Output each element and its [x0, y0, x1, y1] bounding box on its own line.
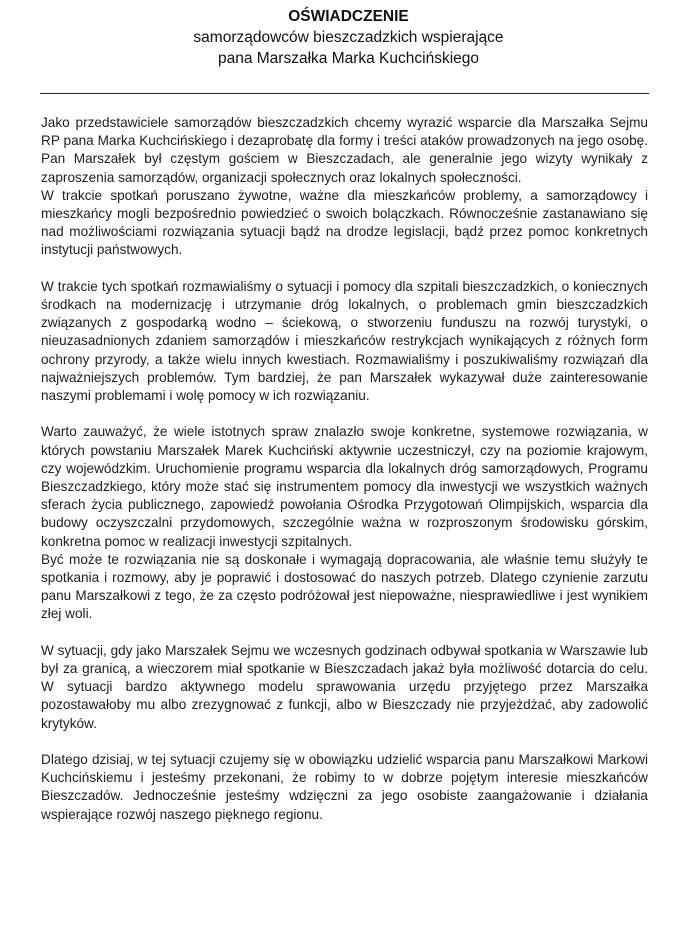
document-body [41, 114, 648, 824]
document-subtitle-line-2: pana Marszałka Marka Kuchcińskiego [217, 50, 480, 67]
paragraph-systemic-solutions: Warto zauważyć, że wiele istotnych spraw znalazło swoje konkretne, systemowe rozwiązania, w których powstaniu Marszałek Marek Kuchciński aktywnie uczestniczył, czy na poziomie krajowym, czy wojewódzkim. Uruchomienie programu wsparcia dla lokalnych dróg samorządowych, Programu Bieszczadzkiego, który może stać się instrumentem pomocy dla inwestycji we wszystkich ważnych sferach życia publicznego, zapowiedź powołania Ośrodka Przygotowań Olimpijskich, wsparcia dla budowy oczyszczalni przydomowych, szczególnie ważna w rozproszonym środowisku górskim, konkretna pomoc w realizacji inwestycji szpitalnych. [41, 424, 648, 549]
document-header [0, 6, 697, 69]
header-divider [40, 93, 649, 94]
paragraph-meetings-topics: W trakcie spotkań poruszano żywotne, ważne dla mieszkańców problemy, a samorządowcy i mieszkańcy mogli bezpośrednio powiedzieć o swoich bolączkach. Równocześnie zastanawiano się nad możliwościami rozwiązania sytuacji bądź na drodze legislacji, bądź przez pomoc konkretnych instytucji państwowych. [41, 187, 648, 258]
document-title: OŚWIADCZENIE [288, 8, 409, 25]
paragraph-conclusion: Dlatego dzisiaj, w tej sytuacji czujemy się w obowiązku udzielić wsparcia panu Marszałkowi Markowi Kuchcińskiemu i jesteśmy przekonani, że robimy to w dobrze pojętym interesie mieszkańców Bieszczadów. Jednocześnie jesteśmy wdzięczni za jego osobiste zaangażowanie i działania wspierające rozwój naszego pięknego regionu. [41, 752, 648, 822]
paragraph-discussed-issues: W trakcie tych spotkań rozmawialiśmy o sytuacji i pomocy dla szpitali bieszczadzkich, o koniecznych środkach na modernizację i utrzymanie dróg lokalnych, o problemach gmin bieszczadzkich związanych z gospodarką wodno – ściekową, o stworzeniu funduszu na rozwój turystyki, o nieuzasadnionych zdaniem samorządów i mieszkańców restrykcjach wynikających z różnych form ochrony przyrody, a także wielu innych kwestiach. Rozmawialiśmy i poszukiwaliśmy rozwiązań dla najważniejszych problemów. Tym bardziej, że pan Marszałek wykazywał duże zainteresowanie naszymi problemami i wolę pomocy w ich rozwiązaniu. [41, 278, 648, 404]
document-subtitle-line-1: samorządowców bieszczadzkich wspierające [193, 29, 504, 46]
paragraph-support-statement: Jako przedstawiciele samorządów bieszczadzkich chcemy wyrazić wsparcie dla Marszałka Sejmu RP pana Marka Kuchcińskiego i dezaprobatę dla formy i treści ataków prowadzonych na jego osobę. Pan Marszałek był częstym gościem w Bieszczadach, ale generalnie jego wizyty wynikały z zaproszenia samorządów, organizacji społecznych oraz lokalnych społeczności. [41, 115, 648, 185]
paragraph-criticism-response: Być może te rozwiązania nie są doskonałe i wymagają dopracowania, ale właśnie temu służyły te spotkania i rozmowy, aby je poprawić i dostosować do naszych potrzeb. Dlatego czynienie zarzutu panu Marszałkowi z tego, że za często podróżował jest niepoważne, niesprawiedliwe i jest wynikiem złej woli. [41, 551, 648, 622]
paragraph-travel-situation: W sytuacji, gdy jako Marszałek Sejmu we wczesnych godzinach odbywał spotkania w Warszawie lub był za granicą, a wieczorem miał spotkanie w Bieszczadach jakaż była możliwość dotarcia do celu. W sytuacji bardzo aktywnego modelu sprawowania urzędu przyjętego przez Marszałka pozostawałoby mu albo zrezygnować z funkcji, albo w Bieszczady nie przyjeżdżać, aby zadowolić krytyków. [41, 642, 648, 731]
